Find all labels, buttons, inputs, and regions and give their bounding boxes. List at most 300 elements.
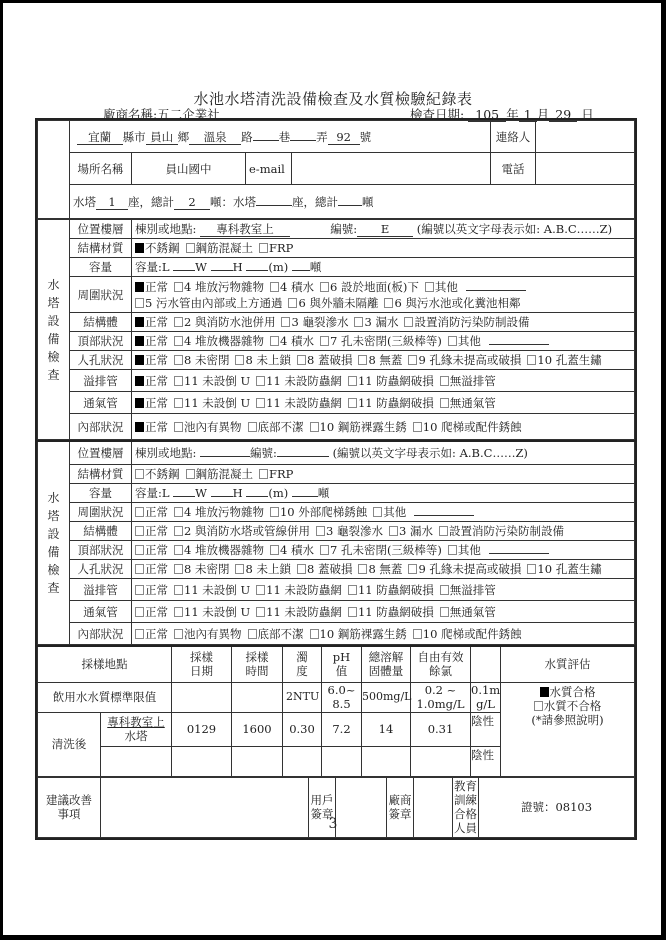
checkbox-icon[interactable]	[256, 607, 265, 617]
checkbox-icon[interactable]	[135, 607, 144, 617]
checkbox-option[interactable]	[439, 524, 564, 538]
checkbox-option[interactable]	[174, 505, 264, 519]
row2-tds[interactable]	[362, 746, 411, 776]
std-ph: 6.0~ 8.5	[322, 682, 362, 712]
option-label: 6 與污水池或化糞池相鄰	[394, 295, 521, 310]
checkbox-icon[interactable]	[348, 376, 357, 386]
option-label: 底部不潔	[257, 626, 304, 641]
checkbox-option[interactable]	[448, 543, 549, 557]
other-blank[interactable]	[414, 515, 474, 516]
checkbox-icon[interactable]	[248, 422, 257, 432]
checkbox-icon[interactable]	[174, 564, 183, 574]
checkbox-icon[interactable]	[270, 507, 279, 517]
sample-table	[37, 645, 635, 777]
checkbox-icon[interactable]	[320, 336, 329, 346]
checkbox-option[interactable]	[174, 627, 242, 641]
side-label-char: 塔	[47, 295, 60, 310]
checkbox-icon[interactable]	[270, 336, 279, 346]
option-label: 3 漏水	[364, 315, 399, 329]
option-label: 11 防蟲網破損	[357, 582, 434, 597]
row1-date[interactable]: 0129	[172, 712, 232, 746]
checkbox-option[interactable]	[310, 420, 407, 434]
row1-ph[interactable]: 7.2	[322, 712, 362, 746]
checkbox-icon[interactable]	[354, 317, 363, 327]
checkbox-option[interactable]	[256, 605, 342, 619]
checkbox-icon[interactable]	[174, 282, 183, 292]
checkbox-icon[interactable]	[270, 282, 279, 292]
checkbox-option[interactable]	[135, 605, 168, 619]
checked-checkbox-icon[interactable]	[135, 422, 144, 432]
checked-checkbox-icon[interactable]	[135, 282, 144, 292]
option-label: 正常	[145, 582, 168, 597]
row2-chlorine[interactable]	[411, 746, 471, 776]
option-label: 正常	[145, 315, 168, 329]
checkbox-option[interactable]	[259, 241, 293, 255]
s2-top[interactable]	[132, 541, 635, 560]
checkbox-icon[interactable]	[174, 545, 183, 555]
option-label: 鋼筋混凝土	[195, 467, 253, 481]
checkbox-option[interactable]	[348, 605, 434, 619]
option-label: 10 爬梯或配件銹蝕	[422, 419, 522, 434]
std-turbidity: 2NTU	[283, 682, 322, 712]
option-label: 11 防蟲網破損	[357, 373, 434, 388]
date-day[interactable]: 29	[549, 108, 577, 122]
address-field[interactable]: 宜蘭 縣市 員山 鄉 溫泉 路 巷 弄 92 號	[70, 121, 491, 153]
page-title: 水池水塔清洗設備檢查及水質檢驗紀錄表	[193, 90, 473, 108]
after-label: 清洗後	[38, 712, 101, 776]
tower-count-line[interactable]: 水塔 1 座，總計 2 噸：水塔 座，總計 噸	[70, 185, 635, 219]
option-label: 6 設於地面(板)下	[329, 279, 419, 294]
option-label: 5 污水管由內部或上方通過	[145, 295, 283, 310]
s1-structure[interactable]	[132, 313, 635, 332]
checkbox-icon[interactable]	[404, 317, 413, 327]
side-label-char: 備	[47, 545, 60, 559]
checkbox-icon[interactable]	[310, 422, 319, 432]
s2-interior[interactable]	[132, 623, 635, 645]
checkbox-option[interactable]	[174, 315, 275, 329]
option-label: 3 漏水	[398, 524, 433, 538]
checkbox-option[interactable]	[135, 296, 282, 310]
row1-chlorine[interactable]: 0.31	[411, 712, 471, 746]
checkbox-icon[interactable]	[256, 398, 265, 408]
checkbox-option[interactable]	[135, 543, 168, 557]
section-1-side-label	[38, 220, 70, 440]
row2-time[interactable]	[232, 746, 283, 776]
option-label: 無溢排管	[449, 582, 496, 597]
option-label: 4 積水	[279, 543, 314, 557]
checkbox-icon[interactable]	[235, 564, 244, 574]
section-2-table: 水 塔 設 備 檢 查 位置樓層 棟別或地點: 編號: (編號以英文字母表示如: A.B.C……Z) 結構材質 不銹鋼 鋼筋混凝土 FRP 容量 容量:L W H (m) 噸 周圍狀況 正常 4 堆放污物雜物 10 外部爬梯銹蝕 其他 結構體 正常 2 與消防水塔或管線併用 3 龜裂滲水 3 漏水 設置消防污染防制設備 頂部狀況 正常 4 堆放機器雜物 4 積水 7 孔未密閉(三級棒等) 其他 人孔狀況 正常 8 未密閉 8 未上鎖 8 蓋破損 8 無蓋 9 孔緣未提高或破損 10 孔蓋生鏽 溢排管 正常 11 未設倒 U 11 未設防蟲網 11 防蟲網破損 無溢排管 通氣管 正常 11 未設倒 U 11 未設防蟲網 11 防蟲網破損 無通氣管 內部狀況 正常 池內有異物 底部不潔 10 鋼筋裸露生銹 10 爬梯或配件銹蝕	[37, 440, 635, 645]
checkbox-icon[interactable]	[384, 298, 393, 308]
checkbox-option[interactable]	[174, 374, 250, 388]
email-label: e-mail	[246, 153, 292, 185]
checkbox-option[interactable]	[186, 467, 254, 481]
option-label: 其他	[434, 279, 458, 294]
option-label: 11 未設防蟲網	[266, 582, 342, 597]
checkbox-icon[interactable]	[135, 585, 144, 595]
checkbox-icon[interactable]	[174, 398, 183, 408]
hdr-ph: pH 值	[322, 646, 362, 682]
option-label: 正常	[145, 562, 168, 576]
option-label: 正常	[145, 505, 168, 519]
checkbox-icon[interactable]	[316, 526, 325, 536]
side-label-char: 備	[47, 331, 60, 346]
s2-surround[interactable]	[132, 503, 635, 522]
checkbox-icon[interactable]	[259, 469, 268, 479]
checkbox-icon[interactable]	[413, 422, 422, 432]
hdr-extra	[471, 646, 501, 682]
checkbox-option[interactable]	[348, 374, 434, 388]
checkbox-icon[interactable]	[186, 469, 195, 479]
checkbox-option[interactable]	[354, 315, 398, 329]
checkbox-option[interactable]	[135, 467, 180, 481]
option-label: 9 孔緣未提高或破損	[418, 353, 522, 367]
checkbox-icon[interactable]	[135, 298, 144, 308]
cert-number: 證號：08103	[479, 777, 635, 837]
s1-top[interactable]	[132, 332, 635, 351]
checkbox-icon[interactable]	[174, 317, 183, 327]
checkbox-icon[interactable]	[174, 585, 183, 595]
checkbox-icon[interactable]	[320, 282, 329, 292]
checkbox-option[interactable]	[440, 396, 496, 410]
vendor-sign-label: 廠商 簽章	[387, 777, 414, 837]
checkbox-option[interactable]	[270, 334, 314, 348]
checkbox-option[interactable]	[174, 583, 250, 597]
date-year[interactable]: 105	[468, 108, 506, 122]
option-label: 正常	[145, 373, 168, 388]
std-extra: 0.1m g/L	[471, 683, 501, 711]
checkbox-icon[interactable]	[135, 469, 144, 479]
checkbox-option[interactable]	[408, 562, 521, 576]
option-label: 3 龜裂滲水	[291, 315, 349, 329]
checkbox-option[interactable]	[297, 353, 352, 367]
other-blank[interactable]	[466, 290, 526, 291]
checkbox-icon[interactable]	[270, 545, 279, 555]
checkbox-option[interactable]	[440, 583, 496, 597]
checkbox-option[interactable]	[174, 334, 264, 348]
place-label: 場所名稱	[70, 153, 132, 185]
checkbox-option[interactable]	[174, 420, 242, 434]
checkbox-icon[interactable]	[440, 398, 449, 408]
checkbox-option[interactable]	[270, 280, 314, 294]
option-label: 8 無蓋	[368, 353, 403, 367]
checkbox-option[interactable]	[135, 396, 168, 410]
s1-material[interactable]	[132, 239, 635, 258]
checkbox-icon[interactable]	[527, 564, 536, 574]
checkbox-icon[interactable]	[235, 355, 244, 365]
std-tds: 500mg/L	[362, 682, 411, 712]
option-label: 正常	[145, 543, 168, 557]
option-label: 7 孔未密閉(三級棒等)	[329, 543, 442, 557]
side-label-char: 檢	[47, 349, 60, 364]
checkbox-option[interactable]	[297, 562, 352, 576]
checkbox-option[interactable]	[384, 296, 520, 310]
checkbox-option[interactable]	[281, 315, 348, 329]
checkbox-icon[interactable]	[440, 607, 449, 617]
side-label-char: 設	[47, 527, 60, 541]
checkbox-option[interactable]	[320, 280, 419, 294]
checkbox-option[interactable]	[135, 583, 168, 597]
checkbox-icon[interactable]	[440, 376, 449, 386]
s2-capacity[interactable]: 容量:L W H (m) 噸	[132, 484, 635, 503]
checkbox-icon[interactable]	[135, 629, 144, 639]
checked-checkbox-icon[interactable]	[135, 376, 144, 386]
checkbox-option[interactable]	[174, 280, 264, 294]
checkbox-option[interactable]	[373, 505, 474, 519]
checkbox-option[interactable]	[256, 374, 342, 388]
checkbox-icon[interactable]	[135, 545, 144, 555]
checkbox-option[interactable]	[256, 583, 342, 597]
option-label: 正常	[145, 524, 168, 538]
checkbox-icon[interactable]	[174, 507, 183, 517]
page-number: 3	[328, 816, 338, 832]
eval-fail-checkbox[interactable]	[534, 701, 543, 711]
option-label: 正常	[145, 419, 168, 434]
option-label: 10 外部爬梯銹蝕	[279, 505, 368, 519]
checkbox-option[interactable]	[135, 420, 168, 434]
checkbox-icon[interactable]	[135, 564, 144, 574]
checkbox-option[interactable]	[440, 374, 496, 388]
s2-structure[interactable]	[132, 522, 635, 541]
contact-field[interactable]	[536, 121, 635, 153]
checkbox-option[interactable]	[235, 562, 290, 576]
hdr-tds: 總溶解 固體量	[362, 646, 411, 682]
checked-checkbox-icon[interactable]	[135, 355, 144, 365]
option-label: 11 未設防蟲網	[266, 604, 342, 619]
water-evaluation[interactable]: 水質合格 水質不合格 (*請參照說明)	[501, 682, 635, 776]
checkbox-icon[interactable]	[358, 355, 367, 365]
side-label-char: 查	[47, 581, 60, 595]
row2-ph[interactable]	[322, 746, 362, 776]
checkbox-option[interactable]	[174, 524, 310, 538]
checkbox-option[interactable]	[348, 396, 434, 410]
checkbox-icon[interactable]	[281, 317, 290, 327]
checkbox-icon[interactable]	[320, 545, 329, 555]
checkbox-option[interactable]	[288, 296, 378, 310]
checkbox-icon[interactable]	[135, 526, 144, 536]
checkbox-option[interactable]	[348, 583, 434, 597]
option-label: 正常	[145, 626, 168, 641]
checked-checkbox-icon[interactable]	[135, 336, 144, 346]
row2-date[interactable]	[172, 746, 232, 776]
checkbox-option[interactable]	[174, 543, 264, 557]
checkbox-option[interactable]	[256, 396, 342, 410]
checkbox-icon[interactable]	[297, 355, 306, 365]
checkbox-option[interactable]	[358, 562, 402, 576]
checkbox-option[interactable]	[310, 627, 407, 641]
row1-time[interactable]: 1600	[232, 712, 283, 746]
row1-extra[interactable]: 陰性	[471, 712, 501, 746]
checkbox-icon[interactable]	[174, 336, 183, 346]
checkbox-icon[interactable]	[358, 564, 367, 574]
side-label-char: 設	[47, 313, 60, 328]
phone-field[interactable]	[536, 153, 635, 185]
s2-location[interactable]: 棟別或地點: 編號: (編號以英文字母表示如: A.B.C……Z)	[132, 441, 635, 465]
option-label: 9 孔緣未提高或破損	[418, 562, 522, 576]
checkbox-icon[interactable]	[174, 422, 183, 432]
checkbox-option[interactable]	[174, 605, 250, 619]
s2-material[interactable]	[132, 465, 635, 484]
checkbox-option[interactable]	[248, 420, 304, 434]
record-form	[35, 118, 637, 840]
checkbox-icon[interactable]	[440, 585, 449, 595]
s1-overflow[interactable]	[132, 370, 635, 392]
checkbox-option[interactable]	[389, 524, 433, 538]
hdr-time: 採樣 時間	[232, 646, 283, 682]
checkbox-option[interactable]	[135, 280, 168, 294]
s2-manhole[interactable]	[132, 560, 635, 579]
hdr-chlorine: 自由有效 餘氯	[411, 646, 471, 682]
hdr-turbidity: 濁 度	[283, 646, 322, 682]
checkbox-icon[interactable]	[174, 629, 183, 639]
s1-capacity[interactable]: 容量:L W H (m) 噸	[132, 258, 635, 277]
checkbox-option[interactable]	[135, 562, 168, 576]
checkbox-option[interactable]	[440, 605, 496, 619]
checkbox-option[interactable]	[135, 627, 168, 641]
s2-vent[interactable]	[132, 601, 635, 623]
checkbox-icon[interactable]	[408, 564, 417, 574]
checkbox-icon[interactable]	[174, 607, 183, 617]
checkbox-option[interactable]	[413, 627, 522, 641]
checkbox-option[interactable]	[135, 315, 168, 329]
checkbox-icon[interactable]	[259, 243, 268, 253]
checkbox-option[interactable]	[270, 505, 367, 519]
place-field[interactable]: 員山國中	[132, 153, 246, 185]
hdr-location: 採樣地點	[38, 646, 172, 682]
option-label: 10 孔蓋生鏽	[537, 562, 602, 576]
checkbox-option[interactable]	[527, 562, 601, 576]
option-label: 鋼筋混凝土	[195, 241, 253, 255]
checkbox-option[interactable]	[135, 241, 180, 255]
date-month[interactable]: 1	[519, 108, 537, 122]
checkbox-option[interactable]	[320, 543, 442, 557]
checkbox-icon[interactable]	[288, 298, 297, 308]
option-label: 正常	[145, 604, 168, 619]
checkbox-icon[interactable]	[448, 336, 457, 346]
checkbox-icon[interactable]	[448, 545, 457, 555]
checkbox-option[interactable]	[135, 524, 168, 538]
option-label: 正常	[145, 395, 168, 410]
checkbox-option[interactable]	[135, 374, 168, 388]
option-label: 2 與消防水塔或管線併用	[184, 524, 310, 538]
checkbox-option[interactable]	[235, 353, 290, 367]
s2-overflow[interactable]	[132, 579, 635, 601]
row1-location[interactable]: 專科教室上 水塔	[101, 712, 172, 746]
checkbox-icon[interactable]	[348, 398, 357, 408]
checked-checkbox-icon[interactable]	[135, 243, 144, 253]
option-label: 無溢排管	[449, 373, 496, 388]
checkbox-option[interactable]	[135, 505, 168, 519]
checkbox-option[interactable]	[413, 420, 522, 434]
checkbox-icon[interactable]	[348, 585, 357, 595]
email-field[interactable]	[292, 153, 491, 185]
row2-location[interactable]	[101, 746, 172, 776]
standard-label: 飲用水水質標準限值	[38, 682, 172, 712]
checkbox-option[interactable]	[248, 627, 304, 641]
option-label: 11 未設倒 U	[184, 582, 251, 597]
side-label-char: 水	[47, 491, 60, 505]
option-label: 8 無蓋	[368, 562, 403, 576]
s1-surround[interactable]	[132, 277, 635, 313]
checkbox-icon[interactable]	[248, 629, 257, 639]
checkbox-icon[interactable]	[174, 355, 183, 365]
checkbox-icon[interactable]	[527, 355, 536, 365]
trained-label: 教育 訓練 合格 人員	[454, 779, 477, 835]
checkbox-option[interactable]	[270, 543, 314, 557]
eval-pass-checkbox[interactable]	[540, 687, 549, 697]
checkbox-icon[interactable]	[408, 355, 417, 365]
checkbox-option[interactable]	[404, 315, 529, 329]
checkbox-icon[interactable]	[174, 376, 183, 386]
checkbox-icon[interactable]	[135, 507, 144, 517]
checkbox-icon[interactable]	[389, 526, 398, 536]
option-label: 8 未上鎖	[245, 353, 291, 367]
checkbox-icon[interactable]	[256, 376, 265, 386]
checkbox-option[interactable]	[174, 562, 229, 576]
s1-location[interactable]: 棟別或地點: 專科教室上 編號: E (編號以英文字母表示如: A.B.C……Z)	[132, 220, 635, 239]
checkbox-option[interactable]	[316, 524, 383, 538]
hdr-date: 採樣 日期	[172, 646, 232, 682]
checkbox-icon[interactable]	[186, 243, 195, 253]
checkbox-option[interactable]	[174, 396, 250, 410]
option-label: 設置消防污染防制設備	[448, 524, 564, 538]
option-label: 10 孔蓋生鏽	[537, 353, 602, 367]
checkbox-option[interactable]	[425, 280, 526, 294]
checkbox-icon[interactable]	[174, 526, 183, 536]
option-label: 正常	[145, 279, 168, 294]
checkbox-option[interactable]	[135, 334, 168, 348]
checkbox-option[interactable]	[408, 353, 521, 367]
s1-vent[interactable]	[132, 392, 635, 414]
other-blank[interactable]	[489, 553, 549, 554]
row2-turbidity[interactable]	[283, 746, 322, 776]
option-label: 11 未設倒 U	[184, 395, 251, 410]
s1-manhole[interactable]	[132, 351, 635, 370]
option-label: 11 未設防蟲網	[266, 395, 342, 410]
checkbox-icon[interactable]	[373, 507, 382, 517]
checkbox-icon[interactable]	[439, 526, 448, 536]
row2-extra[interactable]: 陰性	[471, 746, 501, 776]
checkbox-icon[interactable]	[425, 282, 434, 292]
s1-interior[interactable]	[132, 414, 635, 440]
checkbox-option[interactable]	[527, 353, 601, 367]
checkbox-option[interactable]	[320, 334, 442, 348]
checked-checkbox-icon[interactable]	[135, 317, 144, 327]
checkbox-icon[interactable]	[413, 629, 422, 639]
row1-tds[interactable]: 14	[362, 712, 411, 746]
checkbox-option[interactable]	[186, 241, 254, 255]
checkbox-option[interactable]	[448, 334, 549, 348]
checkbox-option[interactable]	[358, 353, 402, 367]
checked-checkbox-icon[interactable]	[135, 398, 144, 408]
option-label: 11 未設防蟲網	[266, 373, 342, 388]
option-label: 10 鋼筋裸露生銹	[319, 626, 407, 641]
option-label: 4 積水	[279, 334, 314, 348]
option-label: 3 龜裂滲水	[325, 524, 383, 538]
section-1-table: 水 塔 設 備 檢 查 位置樓層 棟別或地點: 專科教室上 編號: E (編號以英文字母表示如: A.B.C……Z) 結構材質 不銹鋼 鋼筋混凝土 FRP 容量 容量:L W H (m) 噸 周圍狀況 正常 4 堆放污物雜物 4 積水 6 設於地面(板)下 其他 5 污水管由內部或上方通過 6 與外牆未隔離 6 與污水池或化糞池相鄰 結構體 正常 2 與消防水池併用 3 龜裂滲水 3 漏水 設置消防污染防制設備 頂部狀況 正常 4 堆放機器雜物 4 積水 7 孔未密閉(三級棒等) 其他 人孔狀況 正常 8 未密閉 8 未上鎖 8 蓋破損 8 無蓋 9 孔緣未提高或破損 10 孔蓋生鏽 溢排管 正常 11 未設倒 U 11 未設防蟲網 11 防蟲網破損 無溢排管 通氣管 正常 11 未設倒 U 11 未設防蟲網 11 防蟲網破損 無通氣管 內部狀況 正常 池內有異物 底部不潔 10 鋼筋裸露生銹 10 爬梯或配件銹蝕	[37, 219, 635, 440]
checkbox-option[interactable]	[135, 353, 168, 367]
option-label: 正常	[145, 334, 168, 348]
checkbox-option[interactable]	[174, 353, 229, 367]
checkbox-icon[interactable]	[256, 585, 265, 595]
checkbox-icon[interactable]	[310, 629, 319, 639]
option-label: 11 防蟲網破損	[357, 604, 434, 619]
checkbox-icon[interactable]	[297, 564, 306, 574]
row1-turbidity[interactable]: 0.30	[283, 712, 322, 746]
other-blank[interactable]	[489, 344, 549, 345]
checkbox-option[interactable]	[259, 467, 293, 481]
checkbox-icon[interactable]	[348, 607, 357, 617]
